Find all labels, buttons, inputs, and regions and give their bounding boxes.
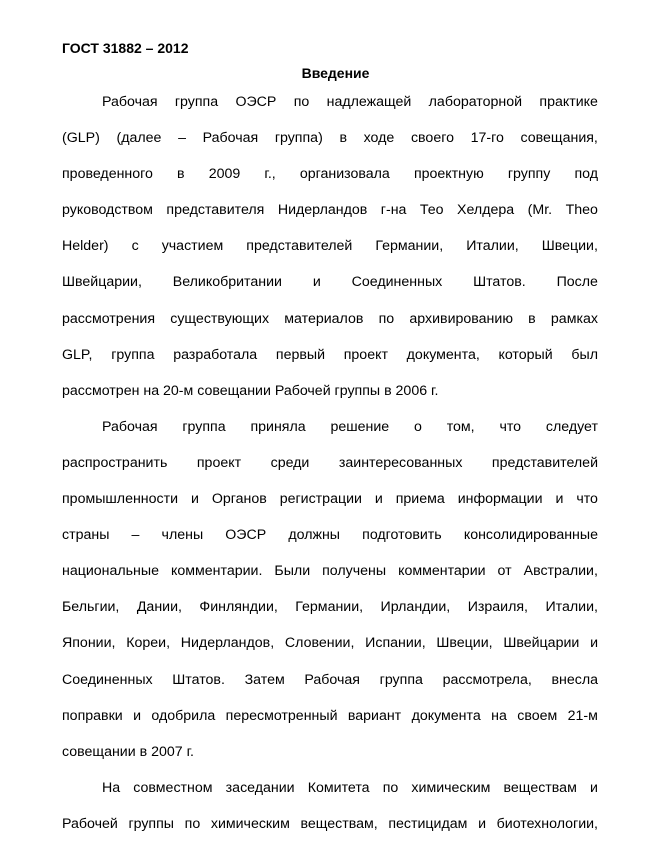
word: рассмотрения: [62, 310, 156, 327]
word: внесла: [551, 671, 598, 688]
word: группа: [182, 418, 226, 435]
word: поправки: [62, 707, 123, 724]
word: под: [574, 166, 598, 183]
body-text: [62, 90, 598, 848]
word: национальные: [62, 563, 159, 580]
word: заседании: [225, 779, 295, 796]
text-line: совещании в 2007 г.: [62, 743, 194, 760]
word: что: [499, 418, 522, 435]
text-line: [62, 126, 598, 162]
word: информации: [457, 491, 543, 508]
word: Хелдера: [457, 202, 515, 219]
word: группа: [111, 346, 155, 363]
word: Австралии,: [523, 563, 598, 580]
word: Швейцарии: [503, 635, 580, 652]
word: Нидерландов: [277, 202, 368, 219]
word: приема: [395, 491, 445, 508]
word: Швейцарии,: [62, 274, 142, 291]
word: Затем: [244, 671, 285, 688]
text-line: [62, 343, 598, 379]
word: представителя: [166, 202, 265, 219]
word: члены: [161, 527, 204, 544]
word: заинтересованных: [338, 454, 463, 471]
text-line: [62, 487, 598, 523]
word: рамках: [550, 310, 598, 327]
text-line: [62, 704, 598, 740]
word: от: [497, 563, 512, 580]
word: GLP,: [62, 346, 93, 363]
word: был: [571, 346, 598, 363]
word: архивированию: [409, 310, 513, 327]
word: документа,: [406, 346, 480, 363]
word: проведенного: [62, 166, 153, 183]
word: разработала: [173, 346, 258, 363]
word: регистрации: [279, 491, 362, 508]
word: приняла: [250, 418, 306, 435]
word: Финляндии,: [199, 599, 278, 616]
word: Рабочей: [62, 815, 118, 832]
word: и: [312, 274, 321, 291]
word: рассмотрела,: [442, 671, 532, 688]
word: Штатов.: [473, 274, 526, 291]
word: следует: [545, 418, 598, 435]
word: Были: [274, 563, 311, 580]
word: проектную: [413, 166, 484, 183]
word: в: [339, 130, 347, 147]
word: Рабочая: [304, 671, 360, 688]
word: решение: [330, 418, 390, 435]
word: документа: [411, 707, 481, 724]
word: участием: [161, 238, 224, 255]
text-line: [62, 198, 598, 234]
word: Италии,: [466, 238, 519, 255]
word: 21-м: [567, 707, 598, 724]
word: Японии,: [62, 635, 116, 652]
word: комментарии: [398, 563, 486, 580]
word: проект: [343, 346, 388, 363]
word: и: [590, 635, 598, 652]
word: Дании,: [136, 599, 182, 616]
word: На: [102, 779, 121, 796]
word: группы: [128, 815, 174, 832]
text-line: [62, 415, 598, 451]
word: в: [177, 166, 185, 183]
word: Ирландии,: [380, 599, 451, 616]
word: –: [131, 527, 140, 544]
word: совместном: [133, 779, 213, 796]
word: –: [178, 130, 186, 147]
text-line: [62, 307, 598, 343]
text-line: [62, 234, 598, 270]
word: страны: [62, 527, 110, 544]
word: с: [131, 238, 139, 255]
word: распространить: [62, 454, 168, 471]
word: по: [184, 815, 201, 832]
word: существующих: [170, 310, 270, 327]
word: Германии,: [375, 238, 444, 255]
word: Швеции,: [436, 635, 493, 652]
word: консолидированные: [463, 527, 598, 544]
word: Соединенных: [351, 274, 443, 291]
word: ОЭСР: [225, 527, 267, 544]
word: совещания,: [520, 130, 598, 147]
word: на: [491, 707, 507, 724]
word: Комитета: [307, 779, 370, 796]
word: химическим: [411, 779, 491, 796]
word: и: [555, 491, 564, 508]
word: одобрила: [151, 707, 216, 724]
word: группа): [274, 130, 323, 147]
word: по: [378, 310, 395, 327]
word: по: [382, 779, 399, 796]
word: материалов: [284, 310, 364, 327]
word: по: [293, 94, 310, 110]
word: (Mr.: [527, 202, 553, 219]
word: Штатов.: [172, 671, 225, 688]
text-line: [62, 162, 598, 198]
word: и: [133, 707, 142, 724]
word: организовала: [299, 166, 390, 183]
word: Израиля,: [467, 599, 528, 616]
word: группу: [507, 166, 551, 183]
word: химическим: [210, 815, 290, 832]
word: г.,: [264, 166, 276, 183]
word: получены: [322, 563, 387, 580]
word: и: [589, 779, 598, 796]
word: который: [498, 346, 553, 363]
word: представителей: [491, 454, 598, 471]
word: Испании,: [365, 635, 426, 652]
word: 17-го: [470, 130, 504, 147]
word: Словении,: [284, 635, 355, 652]
word: своем: [517, 707, 558, 724]
word: После: [556, 274, 598, 291]
word: должны: [288, 527, 341, 544]
text-line: [62, 776, 598, 812]
word: (далее: [116, 130, 162, 147]
word: руководством: [62, 202, 153, 219]
word: и: [190, 491, 199, 508]
word: промышленности: [62, 491, 179, 508]
text-line: [62, 668, 598, 704]
word: Рабочая: [102, 94, 158, 110]
word: Великобритании: [172, 274, 282, 291]
word: Рабочая: [202, 130, 259, 147]
text-line: [62, 90, 598, 126]
word: пересмотренный: [225, 707, 338, 724]
word: веществам: [503, 779, 577, 796]
word: среди: [270, 454, 310, 471]
word: Helder): [62, 238, 109, 255]
word: пестицидам: [388, 815, 468, 832]
word: Тео: [419, 202, 444, 219]
word: подготовить: [362, 527, 442, 544]
text-line: рассмотрен на 20-м совещании Рабочей группы в 2006 г.: [62, 382, 439, 399]
text-line: [62, 559, 598, 595]
word: Германии,: [295, 599, 364, 616]
word: группа: [379, 671, 423, 688]
word: в: [528, 310, 536, 327]
word: практике: [539, 94, 598, 110]
word: представителей: [246, 238, 353, 255]
word: Бельгии,: [62, 599, 120, 616]
word: Италии,: [545, 599, 598, 616]
word: ходе: [363, 130, 395, 147]
text-line: [62, 812, 598, 848]
word: своего: [410, 130, 454, 147]
word: Соединенных: [62, 671, 153, 688]
text-line: [62, 523, 598, 559]
word: ОЭСР: [235, 94, 277, 110]
section-title: Введение: [301, 65, 370, 81]
word: лабораторной: [428, 94, 523, 110]
word: (GLP): [62, 130, 100, 147]
standard-header: ГОСТ 31882 – 2012: [62, 40, 189, 56]
word: Швеции,: [541, 238, 598, 255]
word: Рабочая: [102, 418, 158, 435]
word: г-на: [380, 202, 407, 219]
text-line: [62, 451, 598, 487]
word: 2009: [208, 166, 241, 183]
word: надлежащей: [326, 94, 412, 110]
word: Кореи,: [126, 635, 171, 652]
word: биотехнологии,: [496, 815, 598, 832]
word: веществам,: [300, 815, 378, 832]
word: что: [576, 491, 598, 508]
text-line: [62, 631, 598, 667]
word: Органов: [211, 491, 267, 508]
word: том,: [446, 418, 475, 435]
word: комментарии.: [171, 563, 263, 580]
word: первый: [275, 346, 326, 363]
word: вариант: [347, 707, 402, 724]
word: Нидерландов,: [180, 635, 275, 652]
text-line: [62, 595, 598, 631]
word: группа: [174, 94, 219, 110]
word: Theo: [565, 202, 598, 219]
word: о: [413, 418, 422, 435]
word: и: [478, 815, 486, 832]
word: проект: [196, 454, 242, 471]
word: и: [374, 491, 383, 508]
text-line: [62, 270, 598, 306]
